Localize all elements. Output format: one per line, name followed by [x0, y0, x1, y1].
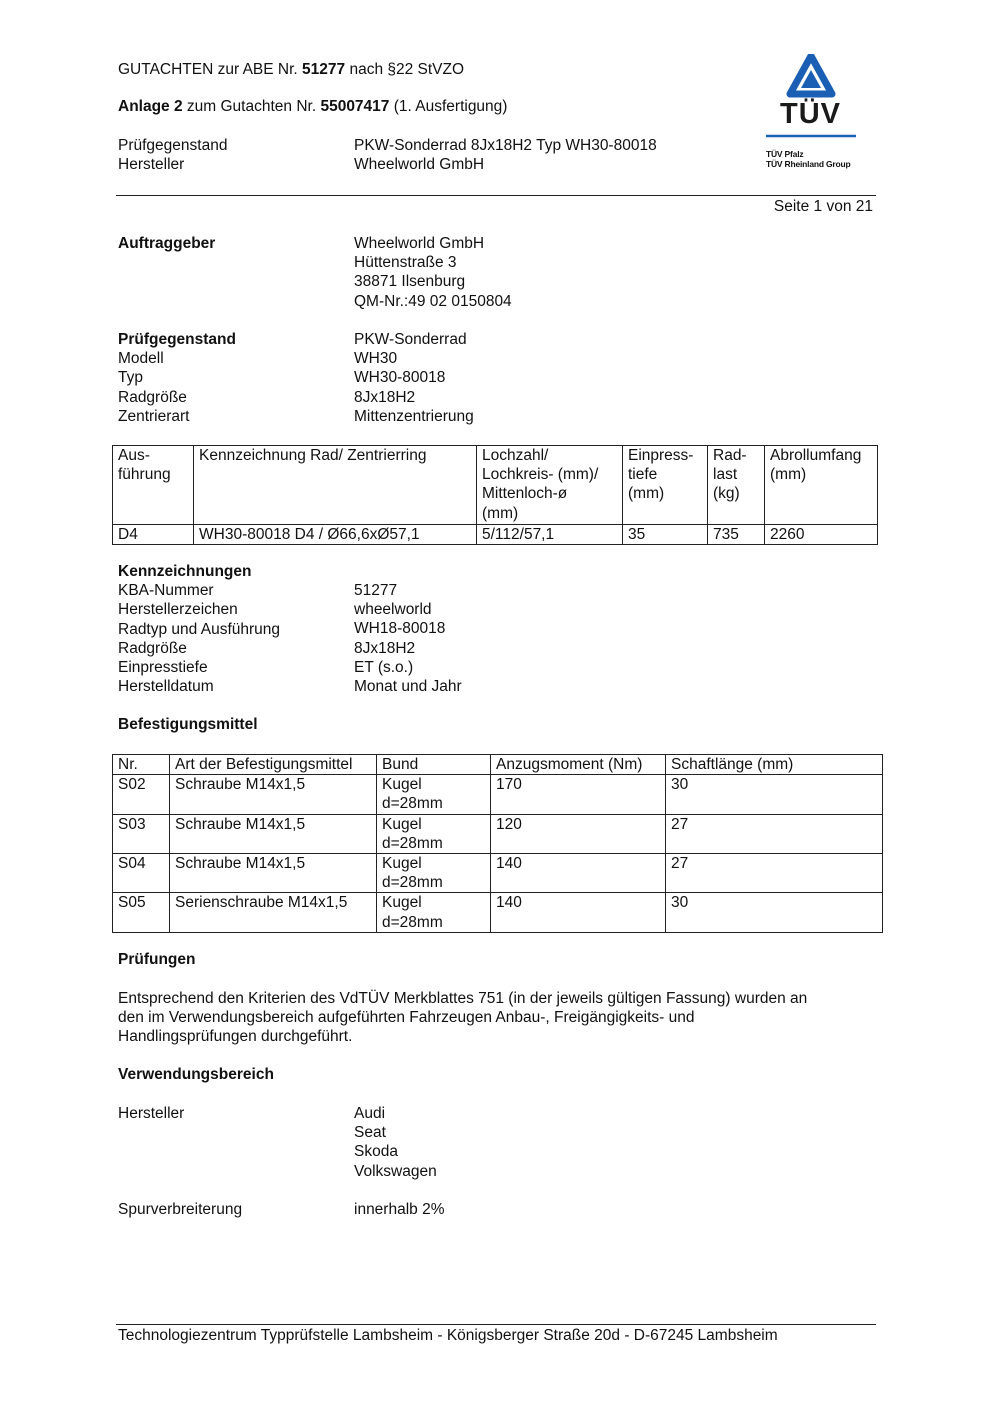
document-title	[118, 60, 464, 79]
header-line: last	[713, 466, 738, 484]
herstellerzeichen-label: Herstellerzeichen	[118, 601, 238, 619]
annex-mid: zum Gutachten Nr.	[182, 98, 321, 115]
pruefgegenstand-value: PKW-Sonderrad	[354, 331, 467, 348]
hersteller-item: Audi	[354, 1105, 386, 1122]
header-line: Einpress-	[628, 447, 694, 464]
typ-label: Typ	[118, 369, 143, 387]
radgroesse-label: Radgröße	[118, 639, 187, 657]
cell-anzugsmoment: 170	[491, 775, 666, 814]
cell-art: Schraube M14x1,5	[170, 854, 377, 893]
cell-art: Schraube M14x1,5	[170, 814, 377, 853]
report-number: 55007417	[320, 98, 390, 115]
header-line: Abrollumfang	[770, 447, 862, 464]
header-line: tiefe	[628, 466, 658, 484]
cell-bund	[377, 893, 491, 932]
cell-anzugsmoment: 120	[491, 814, 666, 853]
cell-einpresstiefe: 35	[623, 525, 708, 545]
table-row	[113, 893, 883, 932]
typ-value: WH30-80018	[354, 369, 446, 387]
verwendung-hersteller-label: Hersteller	[118, 1105, 185, 1122]
cell-abrollumfang: 2260	[765, 525, 878, 545]
header-line: Kennzeichnung Rad/ Zentrierring	[199, 447, 427, 464]
title-suffix: nach §22 StVZO	[345, 61, 465, 78]
bund-type: Kugel	[382, 855, 422, 873]
table-header-row	[113, 755, 883, 775]
hersteller-item: Volkswagen	[354, 1162, 437, 1180]
radgroesse-label: Radgröße	[118, 388, 187, 406]
header-line: Lochkreis- (mm)/	[482, 466, 599, 484]
header-pg-value: PKW-Sonderrad 8Jx18H2 Typ WH30-80018	[354, 137, 657, 154]
logo-text: TÜV	[780, 98, 841, 130]
address-line: Wheelworld GmbH	[354, 235, 485, 252]
logo-line2: TÜV Rheinland Group	[766, 159, 851, 169]
cell-bund	[377, 775, 491, 814]
cell-bund	[377, 814, 491, 853]
wheel-table	[112, 445, 878, 545]
table-header-row	[113, 446, 878, 525]
herstellerzeichen-value: wheelworld	[354, 601, 432, 619]
header-line: Rad-	[713, 447, 747, 464]
header-radlast	[708, 446, 765, 525]
kba-value: 51277	[354, 582, 398, 599]
pruefungen-title: Prüfungen	[118, 951, 196, 968]
paragraph-line: Handlingsprüfungen durchgeführt.	[118, 1028, 353, 1046]
bund-type: Kugel	[382, 894, 422, 912]
auftraggeber-address	[354, 234, 512, 311]
table-row	[113, 814, 883, 853]
footer-text: Technologiezentrum Typprüfstelle Lambsheim - Königsberger Straße 20d - D-67245 Lambsheim	[118, 1327, 778, 1344]
radtyp-value: WH18-80018	[354, 620, 446, 638]
header-kennzeichnung	[194, 446, 477, 525]
befestigung-title: Befestigungsmittel	[118, 716, 258, 733]
header-hersteller-value: Wheelworld GmbH	[354, 156, 485, 173]
paragraph-line: Entsprechend den Kriterien des VdTÜV Merkblattes 751 (in der jeweils gültigen Fassung) wurden an	[118, 990, 808, 1007]
cell-nr: S03	[113, 814, 170, 853]
bund-type: Kugel	[382, 776, 422, 794]
verwendung-title: Verwendungsbereich	[118, 1066, 274, 1083]
befestigung-table	[112, 754, 883, 933]
cell-nr: S04	[113, 854, 170, 893]
bund-type: Kugel	[382, 815, 422, 833]
header-bund: Bund	[377, 755, 491, 775]
spurverbreiterung-label: Spurverbreiterung	[118, 1201, 243, 1218]
tuev-logo	[756, 54, 866, 174]
cell-schaftlaenge: 27	[666, 814, 883, 853]
spurverbreiterung-value: innerhalb 2%	[354, 1201, 445, 1218]
address-line: QM-Nr.:49 02 0150804	[354, 292, 512, 310]
annex-line	[118, 97, 507, 116]
zentrierart-label: Zentrierart	[118, 407, 190, 425]
address-line: Hüttenstraße 3	[354, 254, 457, 272]
bund-diameter: d=28mm	[382, 913, 443, 931]
annex-suffix: (1. Ausfertigung)	[389, 98, 508, 115]
paragraph-line: den im Verwendungsbereich aufgeführten Fahrzeugen Anbau-, Freigängigkeits- und	[118, 1009, 695, 1027]
pruefgegenstand-labels	[118, 330, 236, 426]
herstelldatum-label: Herstelldatum	[118, 678, 214, 696]
cell-nr: S05	[113, 893, 170, 932]
header-anzugsmoment: Anzugsmoment (Nm)	[491, 755, 666, 775]
header-abrollumfang	[765, 446, 878, 525]
header-line: Aus-	[118, 447, 150, 464]
radgroesse-value: 8Jx18H2	[354, 639, 416, 657]
hersteller-item: Seat	[354, 1124, 386, 1142]
header-line: (mm)	[482, 504, 519, 522]
hersteller-item: Skoda	[354, 1143, 398, 1161]
cell-anzugsmoment: 140	[491, 893, 666, 932]
header-art: Art der Befestigungsmittel	[170, 755, 377, 775]
cell-ausfuehrung: D4	[113, 525, 194, 545]
cell-bund	[377, 854, 491, 893]
pruefungen-text	[118, 989, 878, 1047]
cell-nr: S02	[113, 775, 170, 814]
cell-radlast: 735	[708, 525, 765, 545]
radgroesse-value: 8Jx18H2	[354, 388, 416, 406]
einpresstiefe-label: Einpresstiefe	[118, 658, 208, 676]
title-prefix: GUTACHTEN zur ABE Nr.	[118, 61, 303, 78]
table-row	[113, 525, 878, 545]
bund-diameter: d=28mm	[382, 795, 443, 813]
header-line: (mm)	[628, 485, 665, 503]
kennzeichnungen-labels	[118, 562, 280, 696]
kennzeichnungen-title: Kennzeichnungen	[118, 563, 252, 580]
header-line: (mm)	[770, 466, 807, 484]
pruefgegenstand-values	[354, 330, 474, 426]
header-line: Lochzahl/	[482, 447, 549, 464]
einpresstiefe-value: ET (s.o.)	[354, 658, 414, 676]
header-lochzahl	[477, 446, 623, 525]
cell-kennzeichnung: WH30-80018 D4 / Ø66,6xØ57,1	[194, 525, 477, 545]
zentrierart-value: Mittenzentrierung	[354, 407, 474, 425]
kennzeichnungen-values	[354, 581, 462, 696]
header-line: (kg)	[713, 485, 740, 503]
header-divider	[116, 195, 876, 196]
header-ausfuehrung	[113, 446, 194, 525]
herstelldatum-value: Monat und Jahr	[354, 677, 462, 695]
auftraggeber-label: Auftraggeber	[118, 235, 216, 252]
page-number: Seite 1 von 21	[773, 198, 873, 215]
cell-art: Schraube M14x1,5	[170, 775, 377, 814]
table-row	[113, 775, 883, 814]
header-line: führung	[118, 466, 171, 484]
cell-schaftlaenge: 30	[666, 775, 883, 814]
cell-art: Serienschraube M14x1,5	[170, 893, 377, 932]
modell-label: Modell	[118, 350, 164, 368]
logo-line1: TÜV Pfalz	[766, 149, 804, 159]
header-einpresstiefe	[623, 446, 708, 525]
header-hersteller-label: Hersteller	[118, 156, 185, 173]
cell-schaftlaenge: 27	[666, 854, 883, 893]
header-schaftlaenge: Schaftlänge (mm)	[666, 755, 883, 775]
modell-value: WH30	[354, 350, 398, 368]
footer-divider	[116, 1324, 876, 1325]
kba-label: KBA-Nummer	[118, 582, 214, 600]
table-row	[113, 854, 883, 893]
abe-number: 51277	[302, 61, 346, 78]
cell-lochzahl: 5/112/57,1	[477, 525, 623, 545]
verwendung-hersteller-list	[354, 1104, 437, 1181]
header-nr: Nr.	[113, 755, 170, 775]
radtyp-label: Radtyp und Ausführung	[118, 620, 281, 638]
cell-anzugsmoment: 140	[491, 854, 666, 893]
annex-label: Anlage 2	[118, 98, 183, 115]
address-line: 38871 Ilsenburg	[354, 273, 466, 291]
bund-diameter: d=28mm	[382, 874, 443, 892]
pruefgegenstand-label: Prüfgegenstand	[118, 331, 236, 348]
bund-diameter: d=28mm	[382, 834, 443, 852]
header-pg-label: Prüfgegenstand	[118, 137, 228, 154]
cell-schaftlaenge: 30	[666, 893, 883, 932]
header-line: Mittenloch-ø	[482, 485, 568, 503]
